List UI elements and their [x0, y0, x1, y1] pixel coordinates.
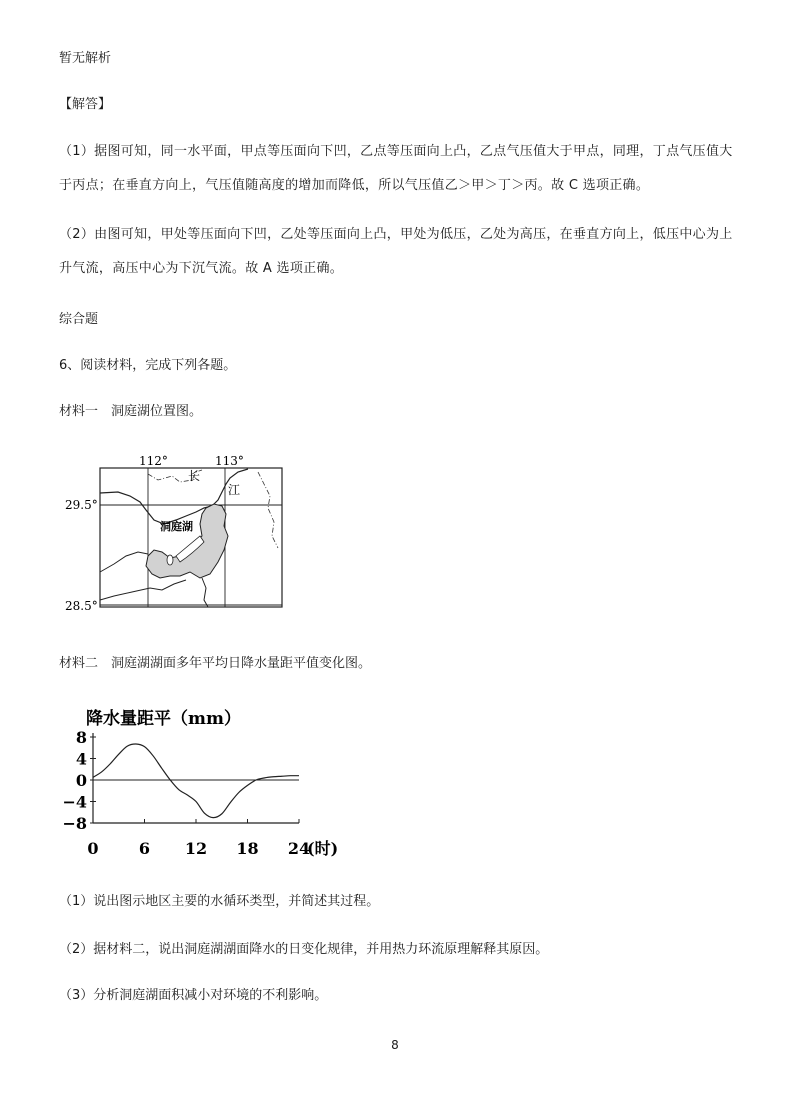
x-tick-label: 0	[87, 839, 99, 858]
question-1: （1）说出图示地区主要的水循环类型，并简述其过程。	[59, 894, 380, 909]
y-tick-label: 4	[75, 749, 87, 769]
chart-ylabel: 降水量距平（mm）	[86, 709, 241, 729]
answer-paragraph-2: （2）由图可知，甲处等压面向下凹，乙处等压面向上凸，甲处为低压，乙处为高压，在垂直方向上，低压中心为上升气流，高压中心为下沉气流。故 A 选项正确。	[59, 227, 733, 276]
x-tick-label: 6	[138, 839, 151, 858]
x-unit-label: (时)	[307, 839, 339, 858]
map-frame	[100, 468, 282, 607]
lat-29-5-label: 29.5°	[65, 498, 98, 512]
question-2: （2）据材料二，说出洞庭湖湖面降水的日变化规律，并用热力环流原理解释其原因。	[59, 942, 549, 957]
river-char-chang: 长	[188, 469, 201, 483]
question-3: （3）分析洞庭湖面积减小对环境的不利影响。	[59, 988, 328, 1003]
material-1-caption: 材料一 洞庭湖位置图。	[59, 404, 203, 419]
river-char-jiang: 江	[228, 483, 241, 497]
river-south	[202, 578, 208, 607]
lake-label: 洞庭湖	[160, 520, 193, 533]
lon-113-label: 113°	[215, 454, 244, 468]
section-label: 综合题	[59, 312, 99, 327]
page-number: 8	[391, 1038, 399, 1052]
river-southwest	[100, 580, 186, 600]
x-tick-label: 12	[184, 839, 208, 858]
y-tick-label: 8	[75, 728, 87, 747]
question-intro: 6、阅读材料，完成下列各题。	[59, 358, 237, 373]
no-analysis-text: 暂无解析	[59, 51, 112, 66]
boundary-east	[258, 472, 278, 548]
answer-heading: 【解答】	[59, 97, 112, 112]
x-tick-label: 24	[287, 839, 311, 858]
series-line	[93, 744, 299, 818]
x-tick-label: 18	[236, 839, 259, 858]
dongting-lake-map	[62, 450, 292, 618]
y-tick-label: −8	[62, 814, 87, 833]
y-tick-label: −4	[62, 792, 87, 812]
y-tick-label: 0	[75, 771, 87, 790]
answer-paragraph-1: （1）据图可知，同一水平面，甲点等压面向下凹，乙点等压面向上凸，乙点气压值大于甲点，同理，丁点气压值大于丙点；在垂直方向上，气压值随高度的增加而降低，所以气压值乙＞甲＞丁＞丙。故 C 选项正确。	[59, 144, 733, 193]
precipitation-anomaly-chart	[62, 702, 352, 860]
river-west	[100, 552, 148, 572]
lat-28-5-label: 28.5°	[65, 599, 98, 613]
material-2-caption: 材料二 洞庭湖湖面多年平均日降水量距平值变化图。	[59, 656, 372, 671]
lake-island	[167, 555, 173, 565]
lon-112-label: 112°	[139, 454, 168, 468]
